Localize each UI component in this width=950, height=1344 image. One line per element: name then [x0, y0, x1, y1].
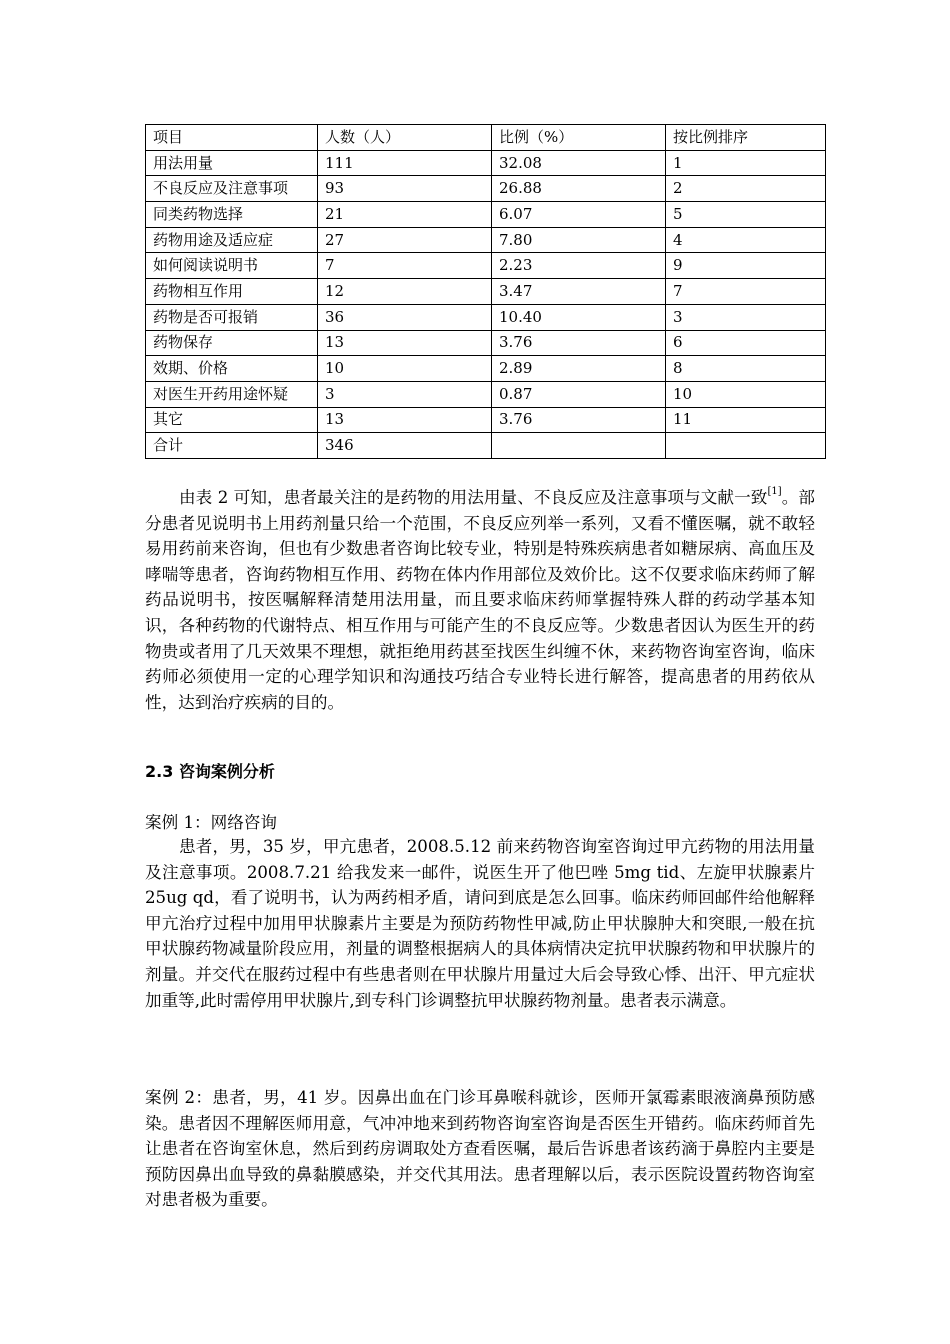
table-cell: 2.23 — [492, 253, 666, 279]
table-cell: 10 — [666, 381, 826, 407]
table-cell: 3.76 — [492, 330, 666, 356]
table-cell: 10 — [318, 356, 492, 382]
total-cell — [666, 433, 826, 459]
table-cell: 不良反应及注意事项 — [146, 176, 318, 202]
table-cell: 1 — [666, 150, 826, 176]
case1-title: 案例 1：网络咨询 — [145, 813, 277, 832]
table-cell: 26.88 — [492, 176, 666, 202]
table-cell: 6 — [666, 330, 826, 356]
table-row — [146, 330, 826, 356]
table-cell: 6.07 — [492, 202, 666, 228]
table-cell: 21 — [318, 202, 492, 228]
table-cell: 其它 — [146, 407, 318, 433]
table-cell: 0.87 — [492, 381, 666, 407]
table-cell: 药物保存 — [146, 330, 318, 356]
consultation-stats-table — [145, 124, 826, 459]
table-cell: 13 — [318, 407, 492, 433]
analysis-text-rest: 。部分患者见说明书上用药剂量只给一个范围，不良反应列举一系列，又看不懂医嘱，就不敢轻易用药前来咨询，但也有少数患者咨询比较专业，特别是特殊疾病患者如糖尿病、高血压及哮喘等患者，咨询药物相互作用、药物在体内作用部位及效价比。这不仅要求临床药师了解药品说明书，按医嘱解释清楚用法用量，而且要求临床药师掌握特殊人群的药动学基本知识，各种药物的代谢特点、相互作用与可能产生的不良反应等。少数患者因认为医生开的药物贵或者用了几天效果不理想，就拒绝用药甚至找医生纠缠不休，来药物咨询室咨询，临床药师必须使用一定的心理学知识和沟通技巧结合专业特长进行解答，提高患者的用药依从性，达到治疗疾病的目的。 — [145, 488, 816, 712]
table-cell: 3.76 — [492, 407, 666, 433]
table-cell: 同类药物选择 — [146, 202, 318, 228]
table-cell: 9 — [666, 253, 826, 279]
table-total-row — [146, 433, 826, 459]
table-cell: 2 — [666, 176, 826, 202]
table-cell: 32.08 — [492, 150, 666, 176]
table-row — [146, 356, 826, 382]
table-cell: 7 — [666, 279, 826, 305]
table-cell: 8 — [666, 356, 826, 382]
total-cell: 346 — [318, 433, 492, 459]
table-cell: 111 — [318, 150, 492, 176]
table-cell: 5 — [666, 202, 826, 228]
table-cell: 对医生开药用途怀疑 — [146, 381, 318, 407]
table-cell: 7.80 — [492, 227, 666, 253]
table-cell: 36 — [318, 304, 492, 330]
table-cell: 93 — [318, 176, 492, 202]
case2-paragraph: 案例 2：患者，男，41 岁。因鼻出血在门诊耳鼻喉科就诊，医师开氯霉素眼液滴鼻预防感染。患者因不理解医师用意，气冲冲地来到药物咨询室咨询是否医生开错药。临床药师首先让患者在咨询室休息，然后到药房调取处方查看医嘱，最后告诉患者该药滴于鼻腔内主要是预防因鼻出血导致的鼻黏膜感染，并交代其用法。患者理解以后，表示医院设置药物咨询室对患者极为重要。 — [145, 1088, 815, 1210]
table-cell: 2.89 — [492, 356, 666, 382]
table-cell: 药物用途及适应症 — [146, 227, 318, 253]
table-cell: 4 — [666, 227, 826, 253]
table-row — [146, 279, 826, 305]
table-row — [146, 202, 826, 228]
reference-citation: [1] — [767, 486, 782, 498]
table-row — [146, 381, 826, 407]
total-cell — [492, 433, 666, 459]
table-row — [146, 304, 826, 330]
header-cell: 按比例排序 — [666, 125, 826, 151]
header-cell: 比例（%） — [492, 125, 666, 151]
header-cell: 人数（人） — [318, 125, 492, 151]
table-row — [146, 176, 826, 202]
total-cell: 合计 — [146, 433, 318, 459]
table-row — [146, 227, 826, 253]
table-cell: 27 — [318, 227, 492, 253]
analysis-paragraph — [145, 485, 815, 715]
table-cell: 12 — [318, 279, 492, 305]
table-cell: 11 — [666, 407, 826, 433]
table-cell: 7 — [318, 253, 492, 279]
table-cell: 3 — [666, 304, 826, 330]
header-cell: 项目 — [146, 125, 318, 151]
table-cell: 药物是否可报销 — [146, 304, 318, 330]
section-heading: 2.3 咨询案例分析 — [145, 762, 275, 781]
analysis-text-start: 由表 2 可知，患者最关注的是药物的用法用量、不良反应及注意事项与文献一致 — [179, 488, 768, 507]
table-row — [146, 407, 826, 433]
table-cell: 如何阅读说明书 — [146, 253, 318, 279]
table-cell: 用法用量 — [146, 150, 318, 176]
table-row — [146, 253, 826, 279]
table-cell: 药物相互作用 — [146, 279, 318, 305]
table-cell: 3 — [318, 381, 492, 407]
table-header-row — [146, 125, 826, 151]
table-cell: 效期、价格 — [146, 356, 318, 382]
table-cell: 13 — [318, 330, 492, 356]
table-cell: 10.40 — [492, 304, 666, 330]
table-cell: 3.47 — [492, 279, 666, 305]
table-row — [146, 150, 826, 176]
case1-paragraph: 患者，男，35 岁，甲亢患者，2008.5.12 前来药物咨询室咨询过甲亢药物的用法用量及注意事项。2008.7.21 给我发来一邮件，说医生开了他巴唑 5mg tid、左旋甲状腺素片 25ug qd，看了说明书，认为两药相矛盾，请问到底是怎么回事。临床药师回邮件给他解释甲亢治疗过程中加用甲状腺素片主要是为预防药物性甲减,防止甲状腺肿大和突眼,一般在抗甲状腺药物减量阶段应用，剂量的调整根据病人的具体病情决定抗甲状腺药物和甲状腺片的剂量。并交代在服药过程中有些患者则在甲状腺片用量过大后会导致心悸、出汗、甲亢症状加重等,此时需停用甲状腺片,到专科门诊调整抗甲状腺药物剂量。患者表示满意。 — [145, 837, 815, 1010]
